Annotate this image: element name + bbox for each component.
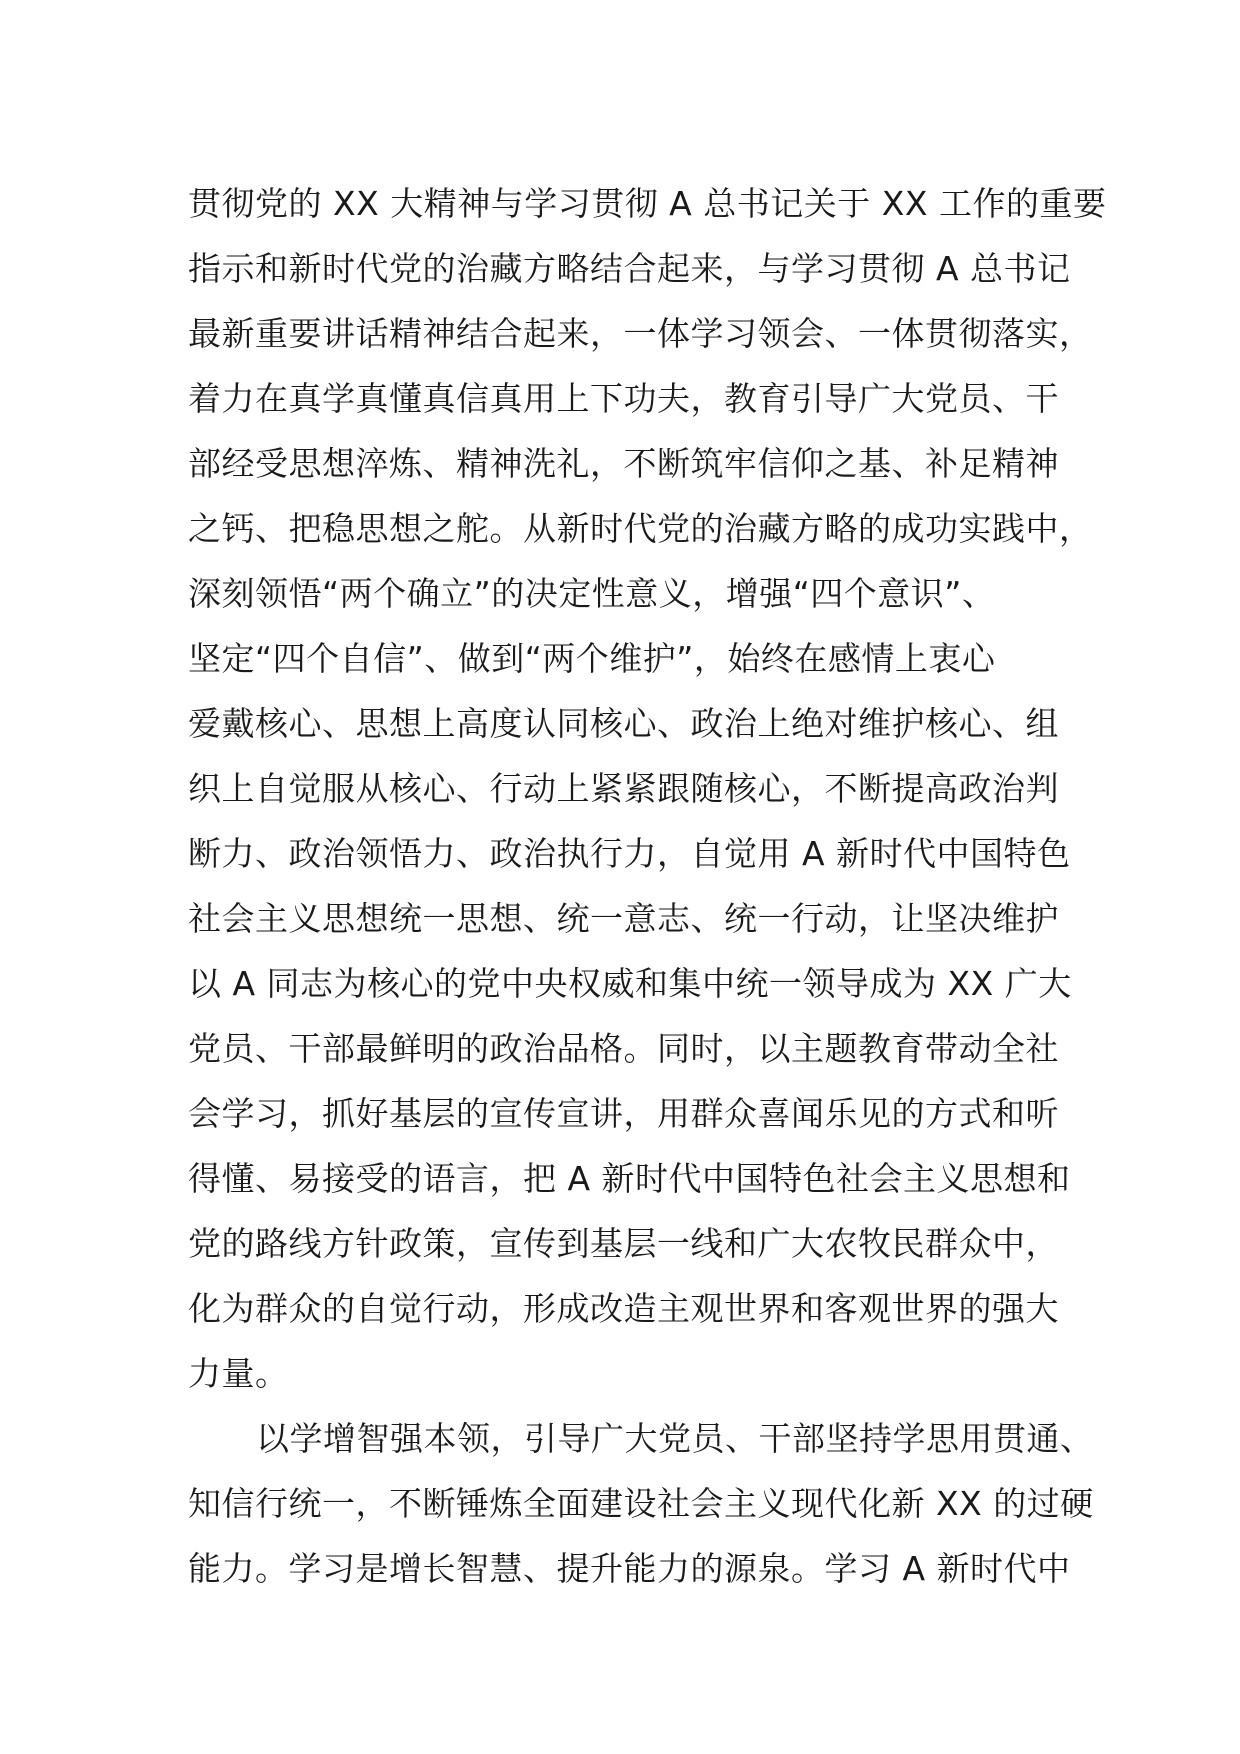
text-line: 着力在真学真懂真信真用上下功夫，教育引导广大党员、干	[188, 379, 1059, 418]
text-line: 断力、政治领悟力、政治执行力，自觉用 A 新时代中国特色	[188, 834, 1071, 873]
text-line: 以 A 同志为核心的党中央权威和集中统一领导成为 XX 广大	[188, 964, 1072, 1003]
text-line: 能力。学习是增长智慧、提升能力的源泉。学习 A 新时代中	[188, 1549, 1071, 1588]
text-line: 最新重要讲话精神结合起来，一体学习领会、一体贯彻落实，	[188, 314, 1093, 353]
text-line: 会学习，抓好基层的宣传宣讲，用群众喜闻乐见的方式和听	[188, 1094, 1059, 1133]
paragraph-2	[188, 1406, 1094, 1601]
text-line: 织上自觉服从核心、行动上紧紧跟随核心，不断提高政治判	[188, 769, 1059, 808]
text-line: 力量。	[188, 1354, 289, 1393]
paragraph-1	[188, 171, 1107, 1406]
text-line: 化为群众的自觉行动，形成改造主观世界和客观世界的强大	[188, 1289, 1059, 1328]
text-line: 贯彻党的 XX 大精神与学习贯彻 A 总书记关于 XX 工作的重要	[188, 184, 1107, 223]
text-line: 社会主义思想统一思想、统一意志、统一行动，让坚决维护	[188, 899, 1059, 938]
text-line: 得懂、易接受的语言，把 A 新时代中国特色社会主义思想和	[188, 1159, 1071, 1198]
body-text	[188, 171, 1107, 1601]
text-line: 知信行统一，不断锤炼全面建设社会主义现代化新 XX 的过硬	[188, 1484, 1094, 1523]
text-line: 部经受思想淬炼、精神洗礼，不断筑牢信仰之基、补足精神	[188, 444, 1059, 483]
text-line: 坚定“四个自信”、做到“两个维护”，始终在感情上衷心	[188, 639, 996, 678]
text-line: 爱戴核心、思想上高度认同核心、政治上绝对维护核心、组	[188, 704, 1059, 743]
text-line: 深刻领悟“两个确立”的决定性意义，增强“四个意识”、	[188, 574, 996, 613]
text-line-indented: 以学增智强本领，引导广大党员、干部坚持学思用贯通、	[256, 1419, 1094, 1458]
text-line: 党员、干部最鲜明的政治品格。同时，以主题教育带动全社	[188, 1029, 1059, 1068]
text-line: 党的路线方针政策，宣传到基层一线和广大农牧民群众中，	[188, 1224, 1059, 1263]
text-line: 指示和新时代党的治藏方略结合起来，与学习贯彻 A 总书记	[188, 249, 1071, 288]
text-line: 之钙、把稳思想之舵。从新时代党的治藏方略的成功实践中，	[188, 509, 1093, 548]
